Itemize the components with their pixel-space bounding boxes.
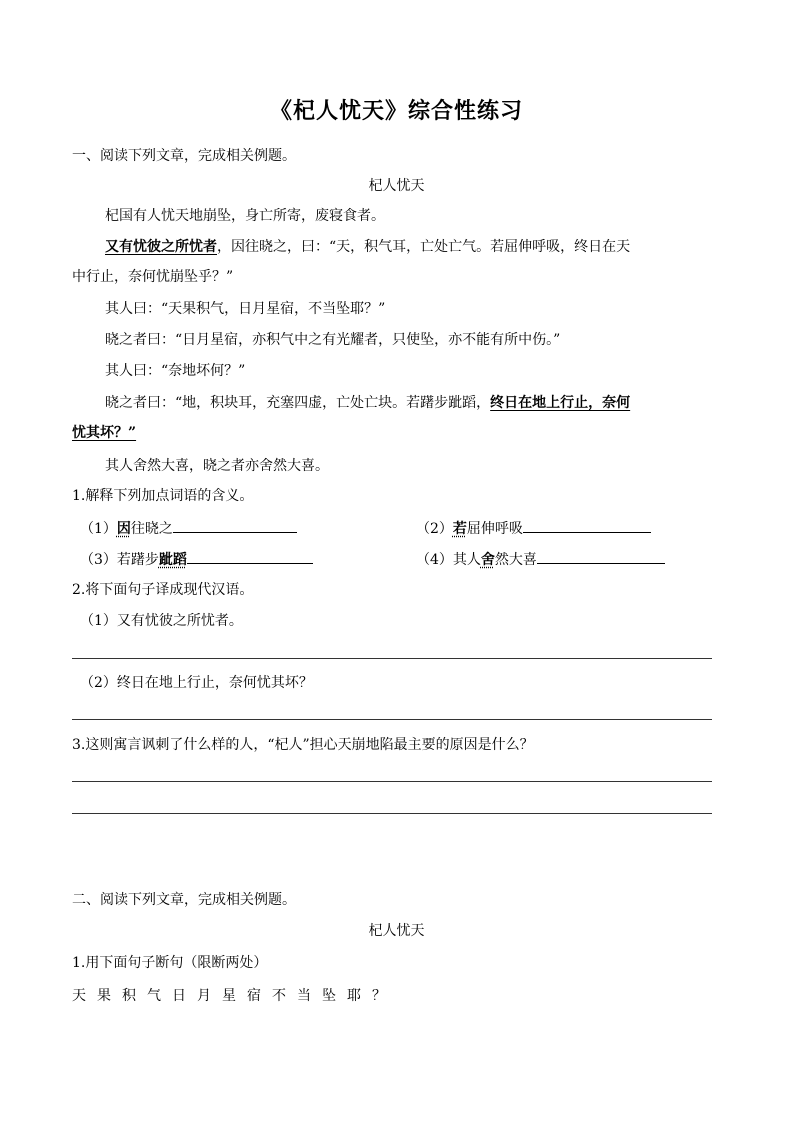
part2-passage-title: 杞人忧天 [368,923,425,939]
passage-paragraph-7: 其人舍然大喜，晓之者亦舍然大喜。 [105,458,329,474]
q1-item-number: （1） [80,521,117,537]
paragraph-6-text: 晓之者曰：“地，积块耳，充塞四虚，亡处亡块。若躇步跐蹈， [105,395,491,411]
passage-paragraph-6-cont [72,423,136,443]
punctuation-sentence: 天果积气日月星宿不当坠耶？ [72,988,397,1004]
q1-item-text: 其人 [452,552,481,568]
part2-question-1: 1.用下面句子断句（限断两处） [72,955,268,971]
passage-paragraph-3: 其人曰：“天果积气，日月星宿，不当坠耶？” [105,301,386,317]
dotted-word: 跐蹈 [158,552,187,568]
passage-paragraph-1: 杞国有人忧天地崩坠，身亡所寄，废寝食者。 [105,208,385,224]
q1-item-text: 若躇步 [116,552,159,568]
q1-item-number: （2） [416,521,453,537]
q1-item-text: 然大喜 [494,552,537,568]
passage-paragraph-2-cont: 中行止，奈何忧崩坠乎？” [72,269,234,285]
answer-line[interactable] [72,781,712,782]
page-title: 《杞人忧天》综合性练习 [269,98,523,124]
q1-item-text: 屈伸呼吸 [466,521,523,537]
answer-blank[interactable] [173,518,297,533]
emphasized-sentence-2-cont: 忧其坏？” [72,425,137,441]
emphasized-sentence-1: 又有忧彼之所忧者 [105,239,217,255]
q1-item-3 [80,549,313,570]
part1-heading: 一、阅读下列文章，完成相关例题。 [72,148,296,164]
q2-item-2: （2）终日在地上行止，奈何忧其坏？ [80,675,313,691]
passage-paragraph-5: 其人曰：“奈地坏何？” [105,363,246,379]
answer-line[interactable] [72,658,712,659]
q1-item-1 [80,518,297,539]
dotted-word: 因 [116,521,131,537]
question-2: 2.将下面句子译成现代汉语。 [72,582,254,598]
passage-paragraph-4: 晓之者曰：“日月星宿，亦积气中之有光耀者，只使坠，亦不能有所中伤。” [105,332,561,348]
paragraph-2-text: ，因往晓之，曰：“天，积气耳，亡处亡气。若屈伸呼吸，终日在天 [217,239,631,255]
answer-line[interactable] [72,813,712,814]
q1-item-number: （4） [416,552,453,568]
q1-item-number: （3） [80,552,117,568]
question-1: 1.解释下列加点词语的含义。 [72,488,254,504]
q1-item-text: 往晓之 [130,521,173,537]
dotted-word: 若 [452,521,467,537]
question-3: 3.这则寓言讽刺了什么样的人，“杞人”担心天崩地陷最主要的原因是什么？ [72,737,534,753]
answer-line[interactable] [72,719,712,720]
dotted-word: 舍 [480,552,495,568]
q1-item-2 [416,518,651,539]
q2-item-1: （1）又有忧彼之所忧者。 [80,613,243,629]
answer-blank[interactable] [537,549,665,564]
passage-paragraph-2 [105,237,630,257]
part2-heading: 二、阅读下列文章，完成相关例题。 [72,892,296,908]
q1-item-4 [416,549,665,570]
answer-blank[interactable] [187,549,313,564]
passage-paragraph-6 [105,393,630,413]
emphasized-sentence-2: 终日在地上行止，奈何 [490,395,631,411]
part1-passage-title: 杞人忧天 [368,178,425,194]
answer-blank[interactable] [523,518,651,533]
